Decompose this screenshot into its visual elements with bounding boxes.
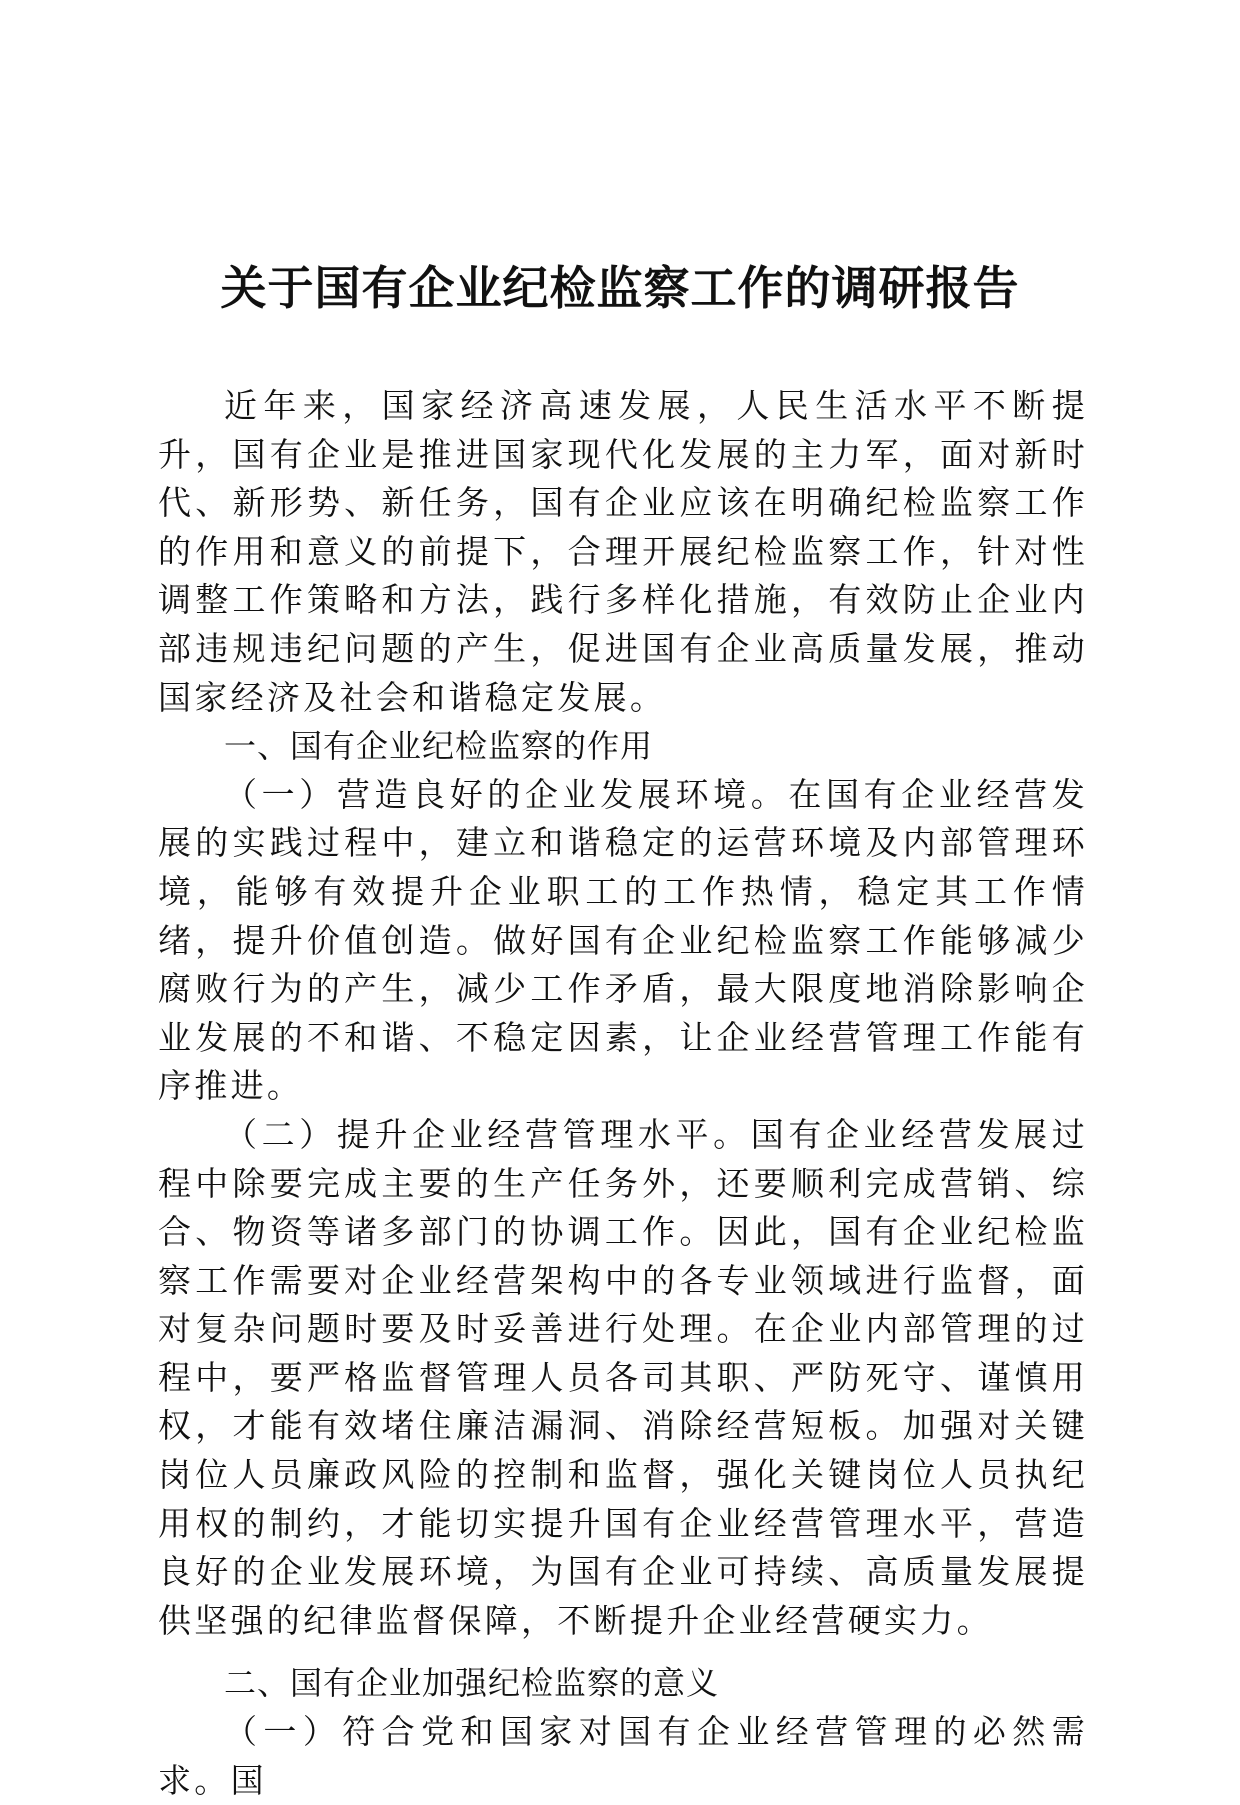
section-2-heading: 二、国有企业加强纪检监察的意义 (224, 1664, 720, 1703)
section-1-item-2: （二）提升企业经营管理水平。国有企业经营发展过程中除要完成主要的生产任务外，还要顺利完成营销、综合、物资等诸多部门的协调工作。因此，国有企业纪检监察工作需要对企业经营架构中的各专业领域进行监督，面对复杂问题时要及时妥善进行处理。在企业内部管理的过程中，要严格监督管理人员各司其职、严防死守、谨慎用权，才能有效堵住廉洁漏洞、消除经营短板。加强对关键岗位人员廉政风险的控制和监督，强化关键岗位人员执纪用权的制约，才能切实提升国有企业经营管理水平，营造良好的企业发展环境，为国有企业可持续、高质量发展提供坚强的纪律监督保障，不断提升企业经营硬实力。 (158, 1114, 1088, 1640)
section-1-heading: 一、国有企业纪检监察的作用 (224, 727, 654, 766)
section-1-item-1: （一）营造良好的企业发展环境。在国有企业经营发展的实践过程中，建立和谐稳定的运营环境及内部管理环境，能够有效提升企业职工的工作热情，稳定其工作情绪，提升价值创造。做好国有企业纪检监察工作能够减少腐败行为的产生，减少工作矛盾，最大限度地消除影响企业发展的不和谐、不稳定因素，让企业经营管理工作能有序推进。 (158, 774, 1088, 1106)
document-body (158, 382, 1088, 1805)
document-title: 关于国有企业纪检监察工作的调研报告 (220, 261, 1020, 315)
intro-paragraph: 近年来，国家经济高速发展，人民生活水平不断提升，国有企业是推进国家现代化发展的主力军，面对新时代、新形势、新任务，国有企业应该在明确纪检监察工作的作用和意义的前提下，合理开展纪检监察工作，针对性调整工作策略和方法，践行多样化措施，有效防止企业内部违规违纪问题的产生，促进国有企业高质量发展，推动国家经济及社会和谐稳定发展。 (158, 386, 1088, 717)
section-2-item-1: （一）符合党和国家对国有企业经营管理的必然需求。国 (158, 1712, 1088, 1800)
